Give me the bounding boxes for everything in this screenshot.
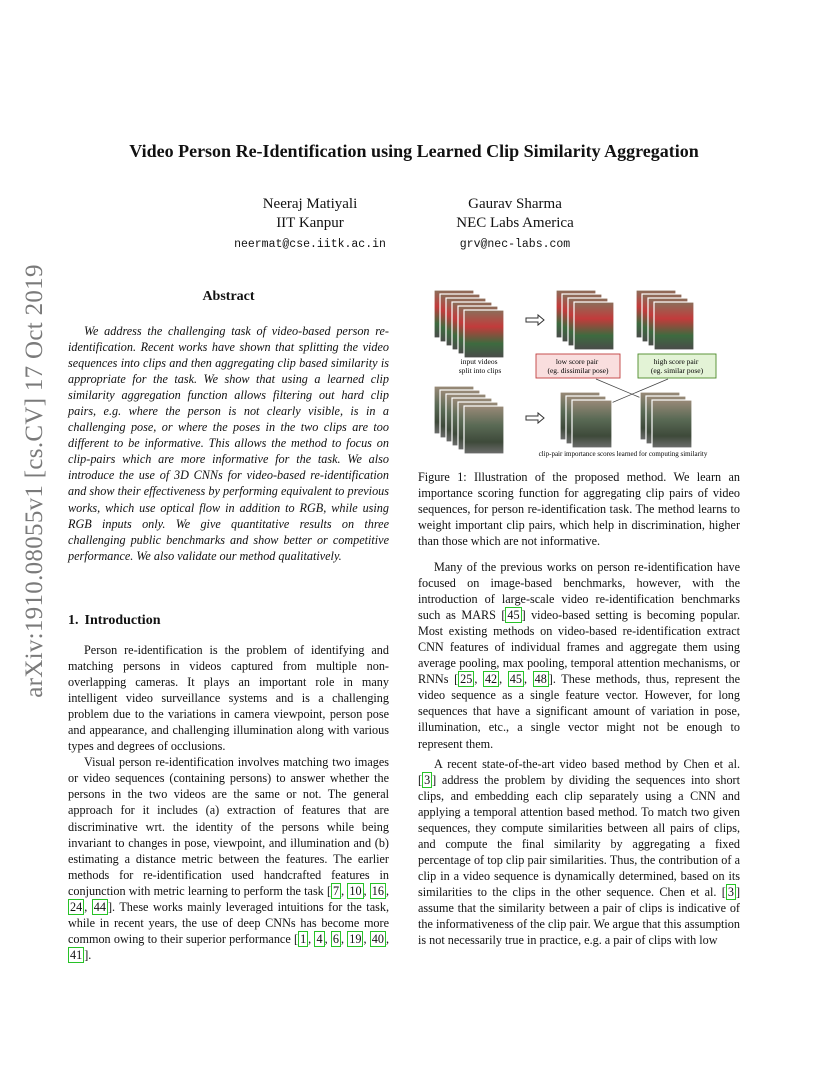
citation-group: 7 , 10 , 16 , 24 , 44 (70, 883, 390, 914)
clip-stack-bottom-input (434, 386, 504, 454)
paragraph-text: Visual person re-identification involves matching two images or video sequences (containing persons) to answer whether the persons in the two videos are the same or not. The general approach for it includes (a) extraction of features that are discriminative wrt. the identity of the persons while being invariant to changes in pose, viewpoint, and illumination and (b) estimating a distance metric between the features. The earlier methods for re-identification used handcrafted features in conjunction with metric learning to perform the task [ (68, 755, 389, 898)
arrow-right-icon (526, 413, 544, 423)
paragraph-text: Many of the previous works on person re-identification have focused on image-based benchmarks, however, with the introduction of large-scale video re-identification benchmarks such as MARS [ (418, 560, 740, 623)
section-number: 1. (68, 613, 79, 628)
citation-link[interactable]: 1 (300, 931, 307, 946)
citation-link[interactable]: 7 (333, 883, 340, 898)
paragraph (68, 754, 389, 963)
citation-link[interactable]: 3 (424, 772, 431, 787)
section-title: Introduction (84, 613, 161, 628)
introduction-body (68, 642, 389, 963)
paragraph (418, 756, 740, 949)
arxiv-stamp (18, 264, 52, 698)
citation-link[interactable]: 24 (70, 899, 83, 914)
clip-stack-top-input (434, 290, 504, 358)
clip-stack-bottom-high (640, 392, 692, 448)
citation-link[interactable]: 44 (93, 899, 106, 914)
paragraph-text: A recent state-of-the-art video based method by Chen et al. [ (418, 756, 740, 787)
citation-group: 25 , 42 , 45 , 48 (460, 672, 547, 687)
clip-stack-top-low (556, 290, 614, 350)
abstract-heading: Abstract (202, 289, 255, 304)
figure-label-bottom: clip-pair importance scores learned for computing similarity (538, 450, 708, 458)
section-heading-introduction (68, 613, 160, 629)
author-affiliation: NEC Labs America (456, 215, 574, 231)
paragraph (418, 559, 740, 752)
author-name: Neeraj Matiyali (262, 196, 358, 212)
citation-link[interactable]: 19 (349, 931, 362, 946)
arrow-right-icon (526, 315, 544, 325)
clip-stack-bottom-low (560, 392, 612, 448)
citation-link[interactable]: 3 (727, 884, 734, 899)
author-email[interactable]: grv@nec-labs.com (459, 238, 571, 251)
right-column-body (418, 559, 740, 952)
citation-link[interactable]: 42 (484, 672, 498, 687)
figure-label-input: input videos split into clips (458, 357, 502, 375)
citation-link[interactable]: 25 (460, 672, 473, 687)
citation-link[interactable]: 4 (316, 931, 323, 946)
citation-link[interactable]: 16 (371, 883, 384, 898)
citation-link[interactable]: 6 (332, 931, 339, 946)
arxiv-identifier: arXiv:1910.08055v1 [cs.CV] 17 Oct 2019 (21, 264, 49, 698)
citation-link[interactable]: 10 (349, 883, 362, 898)
citation-link[interactable]: 41 (70, 947, 83, 962)
citation-link[interactable]: 45 (509, 672, 522, 687)
author-block (215, 195, 405, 252)
clip-stack-top-high (636, 290, 694, 350)
paragraph: Person re-identification is the problem of identifying and matching persons in videos captured from multiple non-overlapping cameras. It plays an important role in many intelligent video surveillance systems and is a challenging problem due to the variations in camera viewpoint, person pose and appearance, and challenging illumination along with various types and degrees of occlusions. (68, 643, 389, 754)
author-block (420, 195, 610, 252)
paper-title: Video Person Re-Identification using Learned Clip Similarity Aggregation (129, 141, 699, 161)
author-name: Gaurav Sharma (468, 196, 562, 212)
figure-1 (418, 284, 740, 460)
figure-label-low: low score pair (eg. dissimilar pose) (547, 357, 609, 375)
citation-group: 1 , 4 , 6 , 19 , 40 , 41 (70, 931, 390, 962)
citation-link[interactable]: 45 (507, 608, 520, 623)
citation-link[interactable]: 48 (534, 672, 547, 687)
figure-caption (418, 469, 740, 549)
paragraph-text: ] video-based setting is becoming popular. Most existing methods on video-based re-identification extract CNN features of individual frames and aggregate them using average pooling, max pooling, temporal attention mechanisms, or RNNs [ (418, 608, 740, 687)
abstract-body (68, 323, 389, 564)
figure-label-high: high score pair (eg. similar pose) (650, 357, 704, 375)
paragraph-text: ]. These works mainly leveraged intuitions for the task, while in recent years, the use of deep CNNs has become more common owing to their superior performance [ (68, 899, 389, 946)
paragraph-text: ]. (84, 947, 92, 962)
author-affiliation: IIT Kanpur (276, 215, 344, 231)
abstract-text: We address the challenging task of video-based person re-identification. Recent works have shown that splitting the video sequences into clips and then aggregating clip based similarity is appropriate for the task. We show that using a learned clip similarity aggregation function allows filtering out hard clip pairs, e.g. where the person is not clearly visible, is in a challenging pose, or where the poses in the two clips are too different to be informative. This allows the method to focus on clip-pairs which are more informative for the task. We also introduce the use of 3D CNNs for video-based re-identification and show their effectiveness by performing equivalent to previous works, which use optical flow in addition to RGB, while using RGB inputs only. We give quantitative results on three challenging public benchmarks and show better or competitive performance. We also validate our method qualitatively. (68, 324, 389, 563)
paragraph-text: ] address the problem by dividing the sequences into short clips, and embedding each clip separately using a CNN and applying a temporal attention based method. To match two given sequences, they compute similarities between all pairs of clips, and compute the final similarity by aggregating a fixed percentage of top clip pair similarities. Thus, the contribution of a clip in a video sequence is dynamically determined, based on its similarities to the clips in the other sequence. Chen et al. [ (418, 772, 740, 899)
paragraph-text: ]. These methods, thus, represent the video sequence as a single feature vector. However, for long sequences that have a significant amount of variation in pose, illumination, etc., a single vector might not be enough to represent them. (418, 672, 740, 751)
author-email[interactable]: neermat@cse.iitk.ac.in (234, 238, 386, 251)
citation-link[interactable]: 40 (371, 931, 384, 946)
figure-illustration (418, 284, 740, 460)
caption-text: Figure 1: Illustration of the proposed method. We learn an importance scoring function for aggregating clip pairs of video sequences, for person re-identification task. The method learns to weight important clip pairs, which help in discrimination, higher than those which are not informative. (418, 470, 740, 549)
paragraph-text: ] assume that the similarity between a pair of clips is indicative of the informativeness of the clip pair. We argue that this assumption is not necessarily true in practice, e.g. a pair of clips with low (418, 884, 740, 948)
